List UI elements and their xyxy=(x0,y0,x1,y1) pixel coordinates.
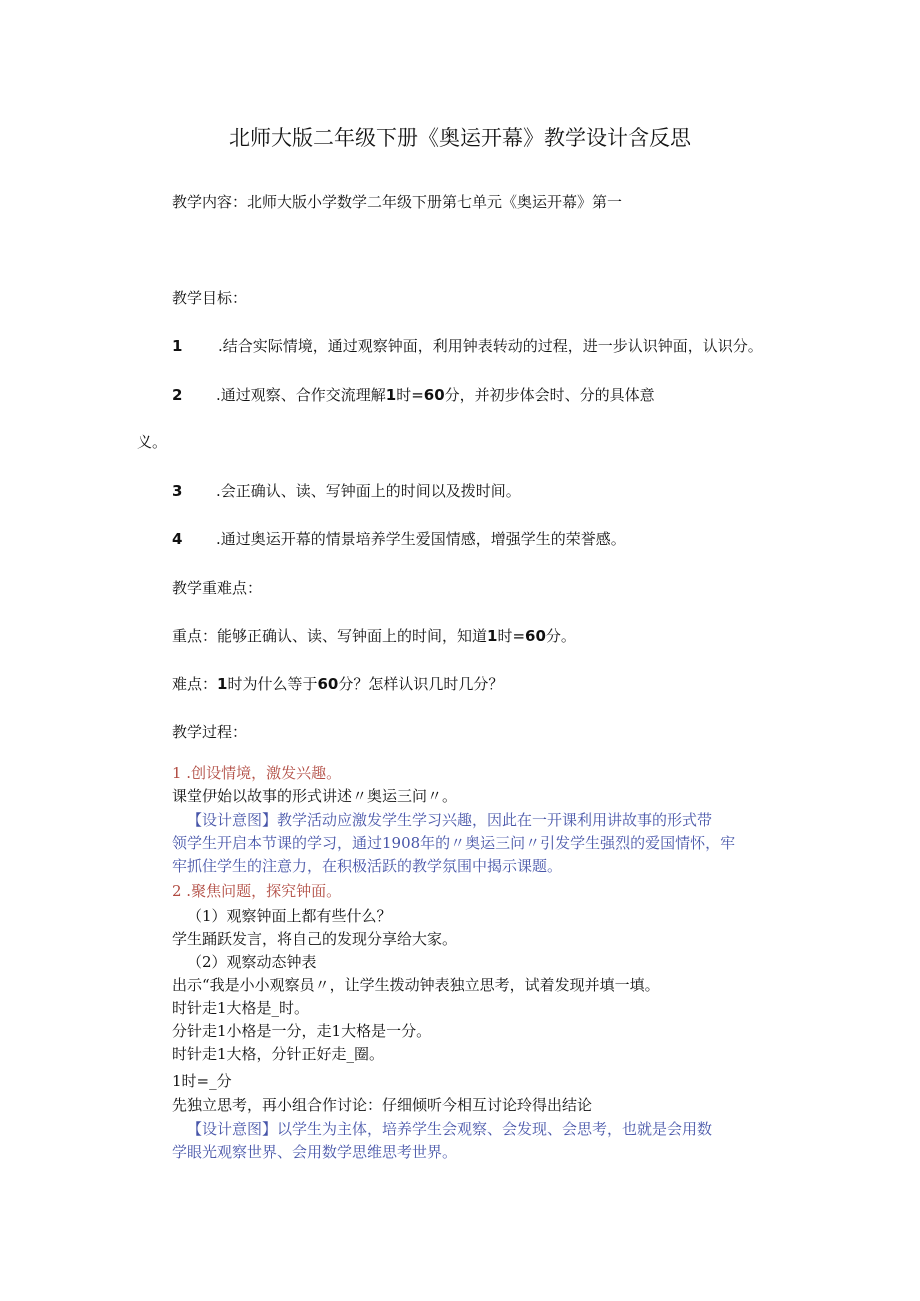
goal-4-text: .通过奥运开幕的情景培养学生爱国情感，增强学生的荣誉感。 xyxy=(216,530,626,548)
document-title: 北师大版二年级下册《奥运开幕》教学设计含反思 xyxy=(229,126,691,150)
step-2-line-2: 学生踊跃发言，将自己的发现分享给大家。 xyxy=(172,930,458,948)
goal-2 xyxy=(172,384,655,405)
step-2-line-3: （2）观察动态钟表 xyxy=(187,953,317,971)
step-2-line-1: （1）观察钟面上都有些什么？ xyxy=(187,907,392,925)
goal-2-bold-60: 60 xyxy=(423,386,445,404)
goal-3-number: 3 xyxy=(172,482,183,500)
step-2-line-6: 分针走1小格是一分，走1大格是一分。 xyxy=(172,1022,432,1040)
difficult-point-bold-60: 60 xyxy=(317,675,339,693)
teaching-content-line: 教学内容：北师大版小学数学二年级下册第七单元《奥运开幕》第一 xyxy=(172,193,623,211)
difficult-point xyxy=(172,673,503,694)
step-1-title: 1 .创设情境，激发兴趣。 xyxy=(172,764,342,782)
goal-2-mid: 时= xyxy=(396,386,424,404)
goals-heading: 教学目标： xyxy=(172,289,248,307)
goal-1-text: .结合实际情境，通过观察钟面，利用钟表转动的过程，进一步认识钟面，认识分。 xyxy=(218,337,763,355)
step-2-line-4: 出示“我是小小观察员〃，让学生拨动钟表独立思考，试着发现并填一填。 xyxy=(172,976,660,994)
step-1-body: 课堂伊始以故事的形式讲述〃奥运三问〃。 xyxy=(172,787,458,805)
goal-2-number: 2 xyxy=(172,386,183,404)
goal-3-text: .会正确认、读、写钟面上的时间以及拨时间。 xyxy=(216,482,521,500)
key-point-text: 重点：能够正确认、读、写钟面上的时间，知道 xyxy=(172,627,488,645)
step-2-line-5: 时针走1大格是_时。 xyxy=(172,999,310,1017)
goal-4-number: 4 xyxy=(172,530,183,548)
step-2-line-8: 1时=_分 xyxy=(172,1072,232,1090)
design-intent-1-line-2: 领学生开启本节课的学习，通过1908年的〃奥运三问〃引发学生强烈的爱国情怀，牢 xyxy=(172,834,736,852)
design-intent-2-line-2: 学眼光观察世界、会用数学思维思考世界。 xyxy=(172,1143,458,1161)
difficult-point-label: 难点： xyxy=(172,675,218,693)
design-intent-2-line-1: 【设计意图】以学生为主体，培养学生会观察、会发现、会思考，也就是会用数 xyxy=(187,1120,713,1138)
key-point xyxy=(172,625,576,646)
goal-1 xyxy=(172,335,763,356)
design-intent-1-line-1: 【设计意图】教学活动应激发学生学习兴趣，因此在一开课利用讲故事的形式带 xyxy=(187,811,713,829)
key-point-bold-1: 1 xyxy=(487,627,498,645)
goal-2-wrap: 义。 xyxy=(137,433,168,451)
goal-4 xyxy=(172,528,626,549)
difficult-point-bold-1: 1 xyxy=(217,675,228,693)
step-2-title: 2 .聚焦问题，探究钟面。 xyxy=(172,882,342,900)
goal-3 xyxy=(172,480,521,501)
step-2-line-9: 先独立思考，再小组合作讨论：仔细倾听今相互讨论玲得出结论 xyxy=(172,1096,593,1114)
goal-2-bold-1: 1 xyxy=(385,386,397,404)
difficult-point-mid: 时为什么等于 xyxy=(227,675,318,693)
step-2-line-7: 时针走1大格，分针正好走_圈。 xyxy=(172,1045,385,1063)
goal-2-text: .通过观察、合作交流理解 xyxy=(216,386,386,404)
key-point-bold-60: 60 xyxy=(525,627,546,645)
process-heading: 教学过程： xyxy=(172,723,248,741)
difficult-point-tail: 分？怎样认识几时几分？ xyxy=(338,675,504,693)
goal-2-tail: 分，并初步体会时、分的具体意 xyxy=(444,386,655,404)
key-point-tail: 分。 xyxy=(545,627,576,645)
design-intent-1-line-3: 牢抓住学生的注意力，在积极活跃的教学氛围中揭示课题。 xyxy=(172,857,563,875)
keypoints-heading: 教学重难点： xyxy=(172,579,263,597)
goal-1-number: 1 xyxy=(172,337,183,355)
key-point-mid: 时= xyxy=(497,627,526,645)
